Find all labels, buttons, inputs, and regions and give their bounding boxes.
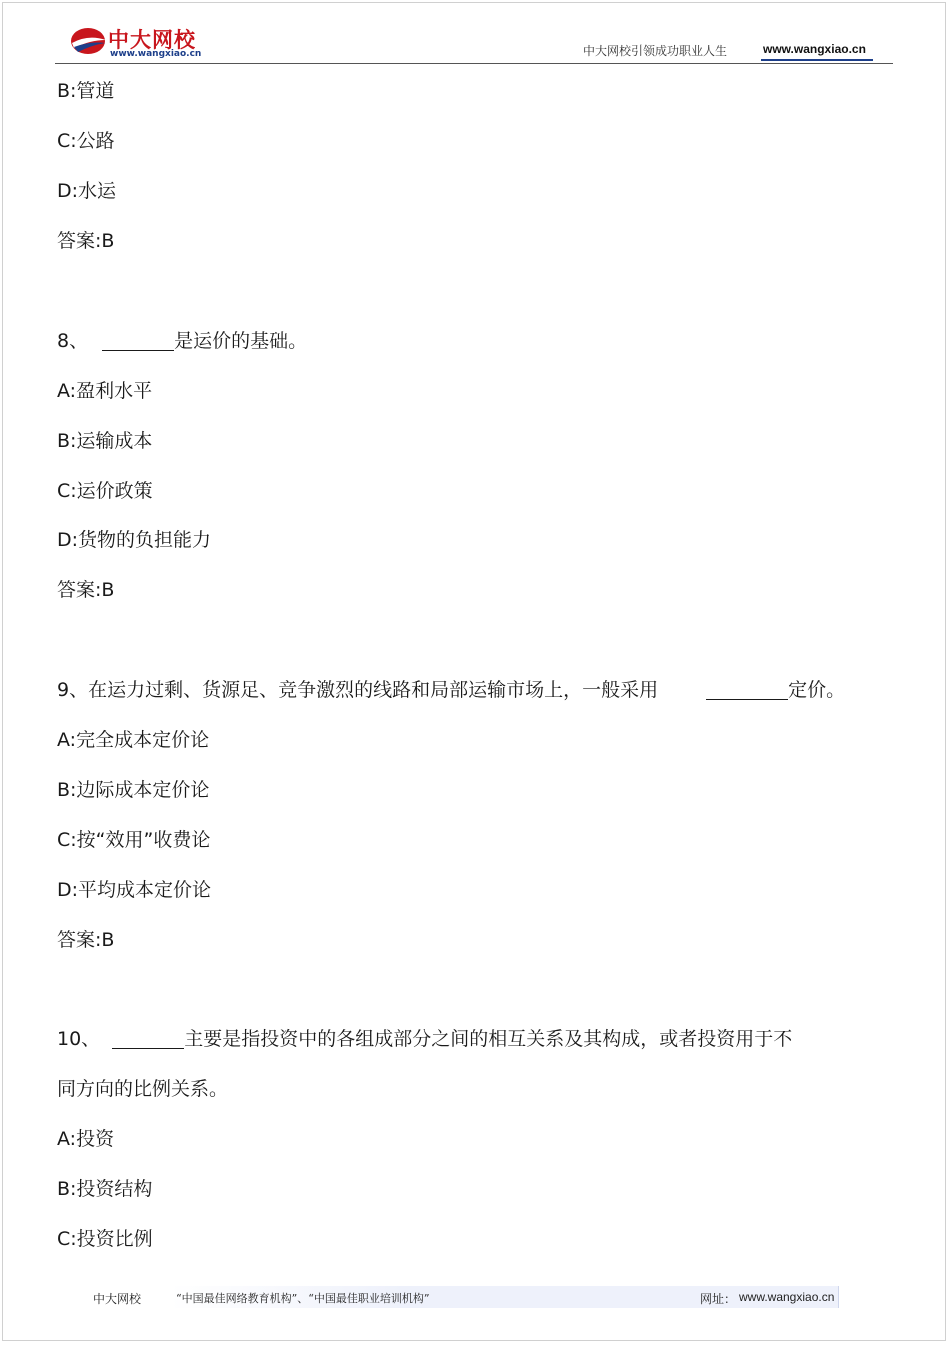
q9-question	[57, 678, 845, 702]
footer-url-label: 网址：	[700, 1292, 737, 1306]
q8-option-d: D:货物的负担能力	[57, 529, 212, 551]
q8-text: 是运价的基础。	[174, 330, 308, 352]
q8-answer: 答案:B	[57, 579, 115, 601]
q9-blank	[706, 681, 788, 700]
q10-option-c: C:投资比例	[57, 1228, 153, 1250]
q10-option-b: B:投资结构	[57, 1178, 153, 1200]
header-slogan: 中大网校引领成功职业人生	[583, 44, 728, 58]
footer-brand: 中大网校	[93, 1292, 142, 1306]
q9-answer: 答案:B	[57, 929, 115, 951]
q9-option-d: D:平均成本定价论	[57, 879, 212, 901]
q9-option-a: A:完全成本定价论	[57, 729, 210, 751]
q8-option-a: A:盈利水平	[57, 380, 153, 402]
header-site-link[interactable]: www.wangxiao.cn	[763, 42, 866, 56]
q10-question	[57, 1027, 792, 1051]
q9-text: 9、在运力过剩、货源足、竞争激烈的线路和局部运输市场上，一般采用	[57, 679, 659, 701]
q8-blank	[102, 332, 174, 351]
header-divider	[55, 63, 893, 64]
header-link-underline	[761, 59, 873, 61]
q7-option-b: B:管道	[57, 80, 115, 102]
footer-site-link[interactable]: www.wangxiao.cn	[739, 1290, 835, 1304]
q9-tail: 定价。	[788, 679, 846, 701]
q10-blank	[112, 1030, 184, 1049]
page-header	[55, 22, 893, 66]
q7-option-c: C:公路	[57, 130, 115, 152]
site-logo[interactable]	[70, 24, 210, 64]
logo-url: www.wangxiao.cn	[110, 49, 202, 59]
footer-slogan: “中国最佳网络教育机构”、“中国最佳职业培训机构”	[176, 1292, 430, 1305]
q8-option-b: B:运输成本	[57, 430, 153, 452]
q8-number: 8、	[57, 330, 89, 352]
q8-option-c: C:运价政策	[57, 480, 153, 502]
page-border	[2, 2, 946, 1341]
q10-option-a: A:投资	[57, 1128, 115, 1150]
q8-question	[57, 329, 307, 353]
q10-question-cont: 同方向的比例关系。	[57, 1078, 229, 1100]
logo-globe-icon	[70, 26, 108, 56]
q9-option-b: B:边际成本定价论	[57, 779, 210, 801]
q10-number: 10、	[57, 1028, 101, 1050]
q10-text: 主要是指投资中的各组成部分之间的相互关系及其构成，或者投资用于不	[184, 1028, 793, 1050]
logo-title: 中大网校	[108, 28, 196, 52]
page-footer	[80, 1286, 840, 1308]
q7-answer: 答案:B	[57, 230, 115, 252]
q7-option-d: D:水运	[57, 180, 117, 202]
q9-option-c: C:按“效用”收费论	[57, 829, 211, 851]
